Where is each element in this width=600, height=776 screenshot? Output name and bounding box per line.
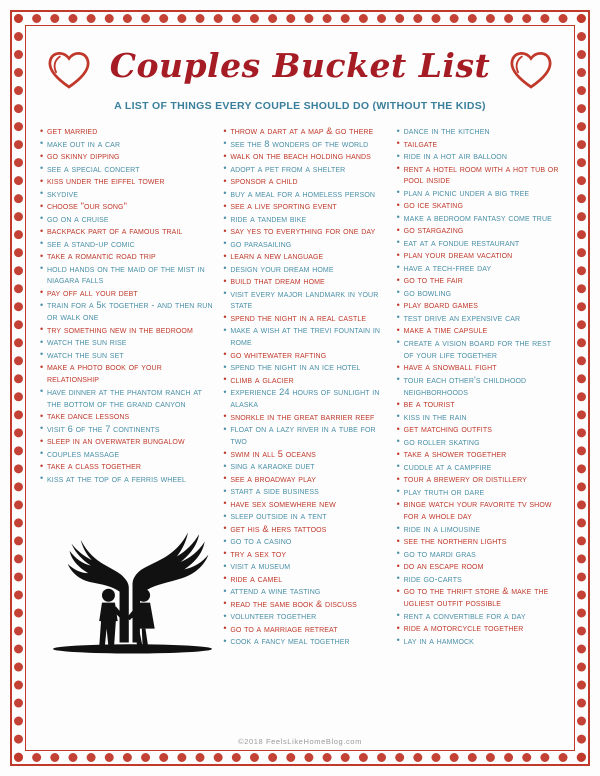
list-item[interactable]: • read the same book & discuss	[223, 599, 386, 611]
heart-icon	[46, 48, 92, 90]
list-item[interactable]: • climb a glacier	[223, 375, 386, 387]
list-item[interactable]: • go stargazing	[397, 225, 560, 237]
list-item[interactable]: • buy a meal for a homeless person	[223, 189, 386, 201]
list-item[interactable]: • plan a picnic under a big tree	[397, 188, 560, 200]
list-item[interactable]: • design your dream home	[223, 264, 386, 276]
list-item[interactable]: • take dance lessons	[40, 411, 213, 423]
list-item[interactable]: • hold hands on the maid of the mist in niagara falls	[40, 264, 213, 288]
copyright-footer: ©2018 FeelsLikeHomeBlog.com	[238, 737, 362, 746]
list-item[interactable]: • take a class together	[40, 461, 213, 473]
list-item[interactable]: • make a time capsule	[397, 325, 560, 337]
list-item[interactable]: • do an escape room	[397, 561, 560, 573]
list-item[interactable]: • go to the thrift store & make the ugliest outfit possible	[397, 586, 560, 610]
list-item[interactable]: • experience 24 hours of sunlight in alaska	[223, 387, 386, 411]
list-item[interactable]: • see the northern lights	[397, 536, 560, 548]
couple-under-tree-silhouette-icon	[40, 494, 225, 666]
list-item[interactable]: • go to mardi gras	[397, 549, 560, 561]
list-item[interactable]: • lay in a hammock	[397, 636, 560, 648]
list-item[interactable]: • make a bedroom fantasy come true	[397, 213, 560, 225]
list-item[interactable]: • go on a cruise	[40, 214, 213, 226]
list-item[interactable]: • make a wish at the trevi fountain in rome	[223, 325, 386, 349]
list-item[interactable]: • take a romantic road trip	[40, 251, 213, 263]
list-item[interactable]: • build that dream home	[223, 276, 386, 288]
list-item[interactable]: • walk on the beach holding hands	[223, 151, 386, 163]
list-item[interactable]: • binge watch your favorite tv show for a whole day	[397, 499, 560, 523]
list-item[interactable]: • spend the night in a real castle	[223, 313, 386, 325]
list-item[interactable]: • test drive an expensive car	[397, 313, 560, 325]
bucket-list-3	[397, 126, 560, 647]
list-item[interactable]: • rent a convertible for a day	[397, 611, 560, 623]
list-item[interactable]: • get his & hers tattoos	[223, 524, 386, 536]
bucket-list-1	[40, 126, 213, 486]
list-item[interactable]: • have sex somewhere new	[223, 499, 386, 511]
list-item[interactable]: • snorkle in the great barrier reef	[223, 412, 386, 424]
list-item[interactable]: • say yes to everything for one day	[223, 226, 386, 238]
list-item[interactable]: • cook a fancy meal together	[223, 636, 386, 648]
list-item[interactable]: • sponsor a child	[223, 176, 386, 188]
bucket-list-columns	[40, 126, 560, 664]
list-item[interactable]: • go whitewater rafting	[223, 350, 386, 362]
list-item[interactable]: • cuddle at a campfire	[397, 462, 560, 474]
page-title: Couples Bucket List	[109, 46, 491, 85]
list-item[interactable]: • watch the sun rise	[40, 337, 213, 349]
list-item[interactable]: • get matching outfits	[397, 424, 560, 436]
list-item[interactable]: • play board games	[397, 300, 560, 312]
list-item[interactable]: • go ice skating	[397, 200, 560, 212]
list-item[interactable]: • tour a brewery or distillery	[397, 474, 560, 486]
list-item[interactable]: • throw a dart at a map & go there	[223, 126, 386, 138]
list-item[interactable]: • sleep outside in a tent	[223, 511, 386, 523]
list-item[interactable]: • ride a motorcycle together	[397, 623, 560, 635]
list-item[interactable]: • choose "our song"	[40, 201, 213, 213]
list-item[interactable]: • go bowling	[397, 288, 560, 300]
list-item[interactable]: • see a stand-up comic	[40, 239, 213, 251]
list-item[interactable]: • play truth or dare	[397, 487, 560, 499]
list-item[interactable]: • volunteer together	[223, 611, 386, 623]
page-subtitle: A LIST OF THINGS EVERY COUPLE SHOULD DO (WITHOUT THE KIDS)	[114, 100, 486, 112]
list-item[interactable]: • visit a museum	[223, 561, 386, 573]
bucket-list-2	[223, 126, 386, 648]
list-item[interactable]: • watch the sun set	[40, 350, 213, 362]
list-item[interactable]: • tour each other's childhood neighborhoods	[397, 375, 560, 399]
holding-hands	[121, 615, 132, 617]
list-item[interactable]: • learn a new language	[223, 251, 386, 263]
list-item[interactable]: • visit every major landmark in your state	[223, 289, 386, 313]
list-item[interactable]: • train for a 5k together - and then run or walk one	[40, 300, 213, 324]
list-item[interactable]: • rent a hotel room with a hot tub or pool inside	[397, 164, 560, 188]
list-item[interactable]: • have a tech-free day	[397, 263, 560, 275]
list-item[interactable]: • adopt a pet from a shelter	[223, 164, 386, 176]
list-item[interactable]: • sleep in an overwater bungalow	[40, 436, 213, 448]
list-item[interactable]: • try something new in the bedroom	[40, 325, 213, 337]
heart-icon	[508, 48, 554, 90]
list-item[interactable]: • see a special concert	[40, 164, 213, 176]
list-item[interactable]: • skydive	[40, 189, 213, 201]
list-item[interactable]: • visit 6 of the 7 continents	[40, 424, 213, 436]
list-item[interactable]: • try a sex toy	[223, 549, 386, 561]
list-item[interactable]: • see the 8 wonders of the world	[223, 139, 386, 151]
list-item[interactable]: • kiss under the eiffel tower	[40, 176, 213, 188]
list-item[interactable]: • go skinny dipping	[40, 151, 213, 163]
list-item[interactable]: • ride in a limousine	[397, 524, 560, 536]
list-item[interactable]: • dance in the kitchen	[397, 126, 560, 138]
list-item[interactable]: • swim in all 5 oceans	[223, 449, 386, 461]
list-item[interactable]: • make a photo book of your relationship	[40, 362, 213, 386]
list-item[interactable]: • plan your dream vacation	[397, 250, 560, 262]
list-item[interactable]: • see a broadway play	[223, 474, 386, 486]
list-item[interactable]: • make out in a car	[40, 139, 213, 151]
list-item[interactable]: • ride go-carts	[397, 574, 560, 586]
list-item[interactable]: • float on a lazy river in a tube for two	[223, 424, 386, 448]
list-item[interactable]: • go to the fair	[397, 275, 560, 287]
list-item[interactable]: • see a live sporting event	[223, 201, 386, 213]
list-item[interactable]: • sing a karaoke duet	[223, 461, 386, 473]
list-item[interactable]: • be a tourist	[397, 399, 560, 411]
list-item[interactable]: • ride a camel	[223, 574, 386, 586]
list-column-2	[223, 126, 386, 649]
list-item[interactable]: • ride in a hot air balloon	[397, 151, 560, 163]
list-item[interactable]: • couples massage	[40, 449, 213, 461]
list-item[interactable]: • go to a casino	[223, 536, 386, 548]
list-item[interactable]: • spend the night in an ice hotel	[223, 362, 386, 374]
list-item[interactable]: • attend a wine tasting	[223, 586, 386, 598]
list-item[interactable]: • tailgate	[397, 139, 560, 151]
list-column-1	[40, 126, 213, 664]
illustration-wrapper	[40, 494, 213, 664]
list-column-3	[397, 126, 560, 648]
woman-silhouette	[127, 588, 155, 646]
list-item[interactable]: • pay off all your debt	[40, 288, 213, 300]
page-content	[28, 28, 572, 748]
list-item[interactable]: • go roller skating	[397, 437, 560, 449]
title-row	[40, 38, 560, 98]
list-item[interactable]: • backpack part of a famous trail	[40, 226, 213, 238]
list-item[interactable]: • kiss in the rain	[397, 412, 560, 424]
list-item[interactable]: • eat at a fondue restaurant	[397, 238, 560, 250]
list-item[interactable]: • have a snowball fight	[397, 362, 560, 374]
list-item[interactable]: • start a side business	[223, 486, 386, 498]
list-item[interactable]: • go parasailing	[223, 239, 386, 251]
list-item[interactable]: • create a vision board for the rest of your life together	[397, 338, 560, 362]
list-item[interactable]: • kiss at the top of a ferris wheel	[40, 474, 213, 486]
list-item[interactable]: • have dinner at the phantom ranch at the bottom of the grand canyon	[40, 387, 213, 411]
list-item[interactable]: • ride a tandem bike	[223, 214, 386, 226]
list-item[interactable]: • get married	[40, 126, 213, 138]
list-item[interactable]: • go to a marriage retreat	[223, 624, 386, 636]
list-item[interactable]: • take a shower together	[397, 449, 560, 461]
